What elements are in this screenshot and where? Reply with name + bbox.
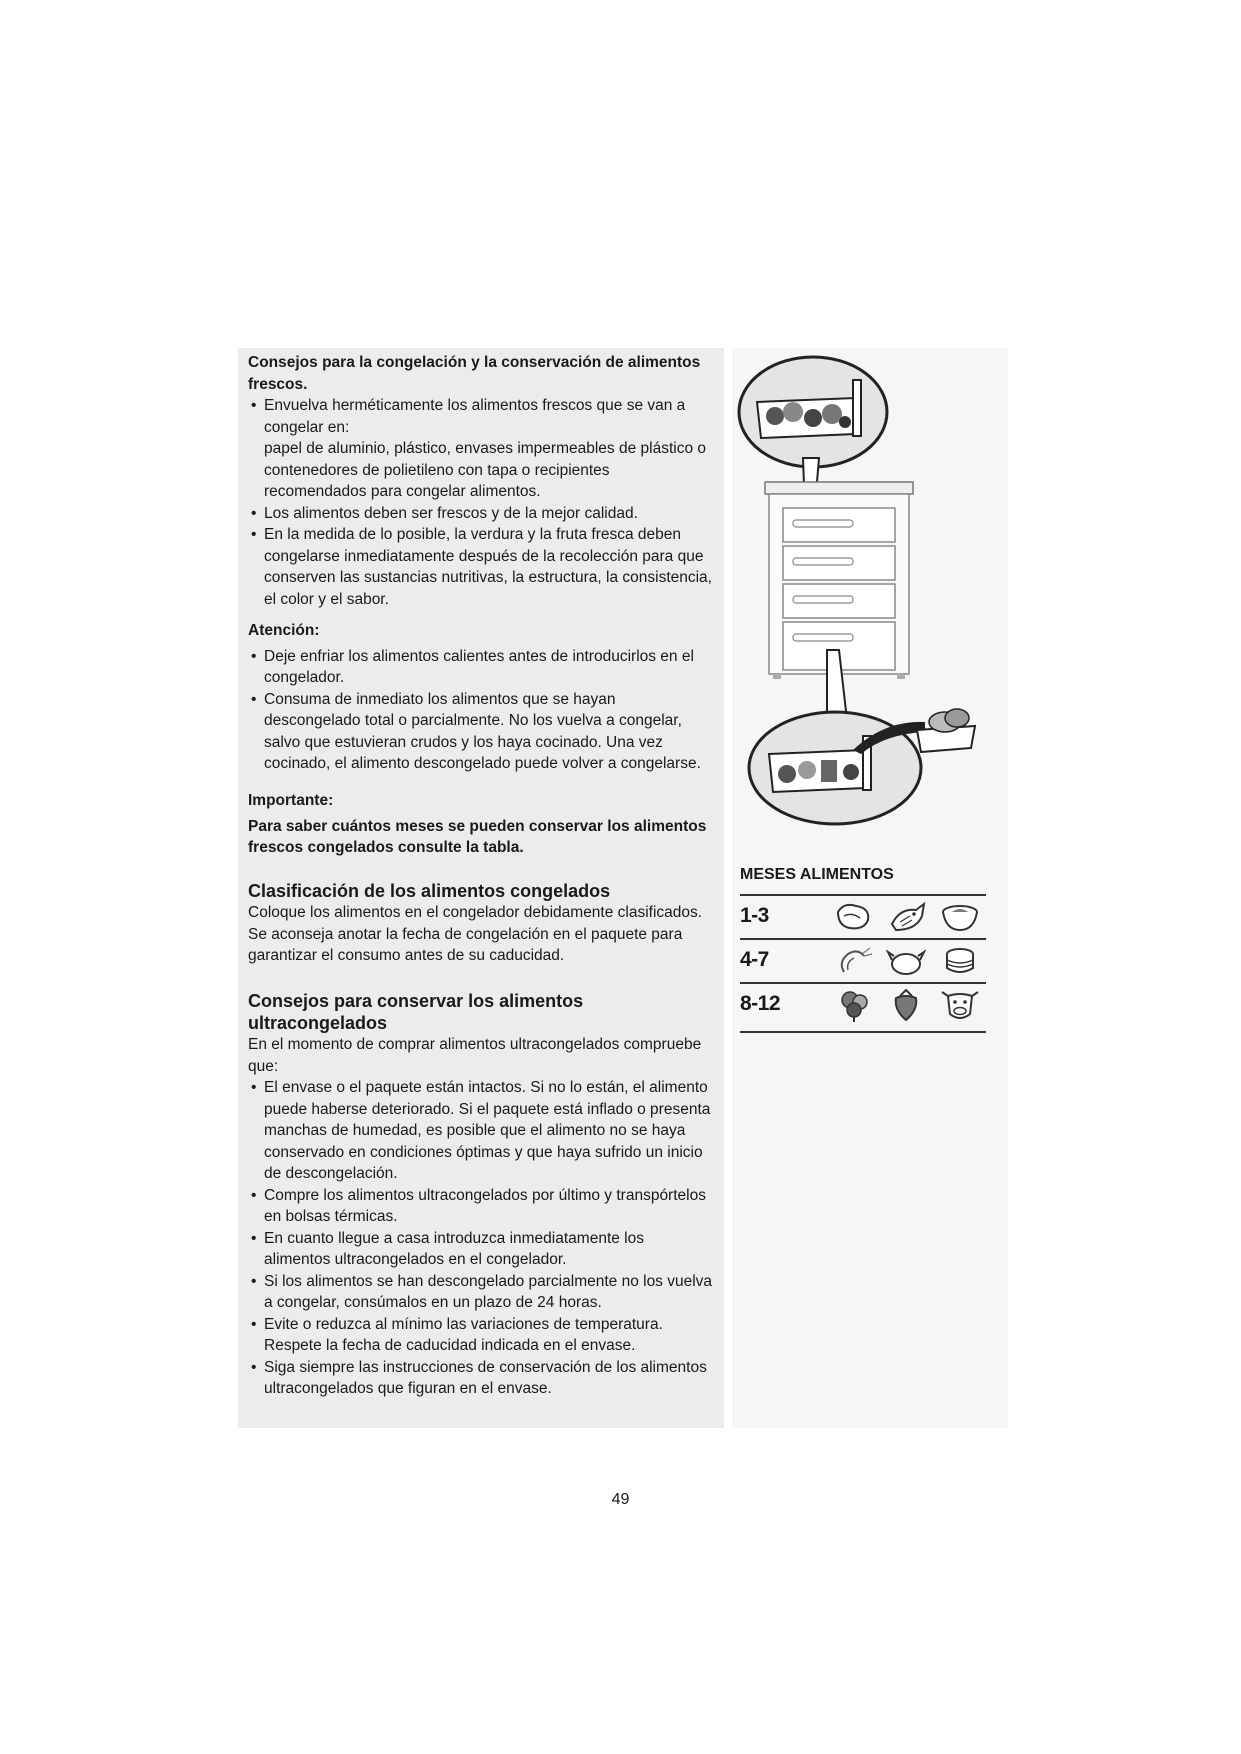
list-item: • El envase o el paquete están intactos. Si no lo están, el alimento puede haberse deteriorado. Si el paquete está inflado o presenta manchas de humedad, es posible que el alimento no se haya conservado en condiciones óptimas y que haya sufrido un inicio de descongelación. <box>248 1077 714 1185</box>
attention-title: Atención: <box>248 622 320 639</box>
cow-icon <box>940 988 980 1022</box>
list-item: • Si los alimentos se han descongelado parcialmente no los vuelva a congelar, consúmalos en un plazo de 24 horas. <box>248 1271 714 1314</box>
important-text: Para saber cuántos meses se pueden conservar los alimentos frescos congelados consulte la tabla. <box>248 817 707 856</box>
section-title: Consejos para la congelación y la conservación de alimentos frescos. <box>248 354 701 393</box>
section-classification <box>248 880 714 967</box>
deepfrozen-intro: En el momento de comprar alimentos ultracongelados compruebe que: <box>248 1036 702 1075</box>
meat-icon <box>834 900 874 934</box>
section-fresh-food <box>248 352 714 610</box>
strawberry-icon <box>886 988 926 1022</box>
page-number: 49 <box>611 1491 630 1508</box>
months-value: 1-3 <box>740 904 769 927</box>
content-column <box>238 348 724 1428</box>
vegetables-icon <box>834 988 874 1022</box>
list-item: • Evite o reduzca al mínimo las variaciones de temperatura. Respete la fecha de caducidad indicada en el envase. <box>248 1314 714 1357</box>
months-row <box>740 894 986 938</box>
months-row <box>740 938 986 982</box>
list-item: • Los alimentos deben ser frescos y de la mejor calidad. <box>248 503 714 525</box>
list-item: • Siga siempre las instrucciones de conservación de los alimentos ultracongelados que figuran en el envase. <box>248 1357 714 1400</box>
section-deep-frozen <box>248 990 714 1400</box>
classification-title: Clasificación de los alimentos congelados <box>248 881 611 901</box>
list-item: • Consuma de inmediato los alimentos que se hayan descongelado total o parcialmente. No los vuelva a congelar, salvo que estuvieran crudos y los haya cocinado. Una vez cocinado, el alimento descongelado puede volver a congelarse. <box>248 689 714 775</box>
months-row <box>740 982 986 1026</box>
months-table-bottom-rule <box>740 1031 986 1033</box>
shrimp-icon <box>834 944 874 978</box>
months-value: 4-7 <box>740 948 769 971</box>
list-item: • Deje enfriar los alimentos calientes antes de introducirlos en el congelador. <box>248 646 714 689</box>
section-attention <box>248 620 714 775</box>
list-item: • En la medida de lo posible, la verdura y la fruta fresca deben congelarse inmediatamente después de la recolección para que conserven las sustancias nutritivas, la estructura, la consistencia, el color y el sabor. <box>248 524 714 610</box>
list-item: • Envuelva herméticamente los alimentos frescos que se van a congelar en: papel de aluminio, plástico, envases impermeables de plástico o contenedores de polietileno con tapa o recipientes recomendados para congelar alimentos. <box>248 395 714 503</box>
freezer-illustration <box>735 350 1005 830</box>
important-title: Importante: <box>248 792 334 809</box>
months-table-header: MESES ALIMENTOS <box>740 866 894 883</box>
list-item: • Compre los alimentos ultracongelados por último y transpórtelos en bolsas térmicas. <box>248 1185 714 1228</box>
deepfrozen-title: Consejos para conservar los alimentos ultracongelados <box>248 991 584 1033</box>
soup-bowl-icon <box>940 900 980 934</box>
list-item: • En cuanto llegue a casa introduzca inmediatamente los alimentos ultracongelados en el congelador. <box>248 1228 714 1271</box>
stacked-patties-icon <box>940 944 980 978</box>
classification-text: Coloque los alimentos en el congelador debidamente clasificados. Se aconseja anotar la fecha de congelación en el paquete para garantizar el consumo antes de su caducidad. <box>248 904 703 964</box>
months-value: 8-12 <box>740 992 781 1015</box>
fish-icon <box>886 900 926 934</box>
section-important <box>248 790 714 859</box>
poultry-icon <box>886 944 926 978</box>
